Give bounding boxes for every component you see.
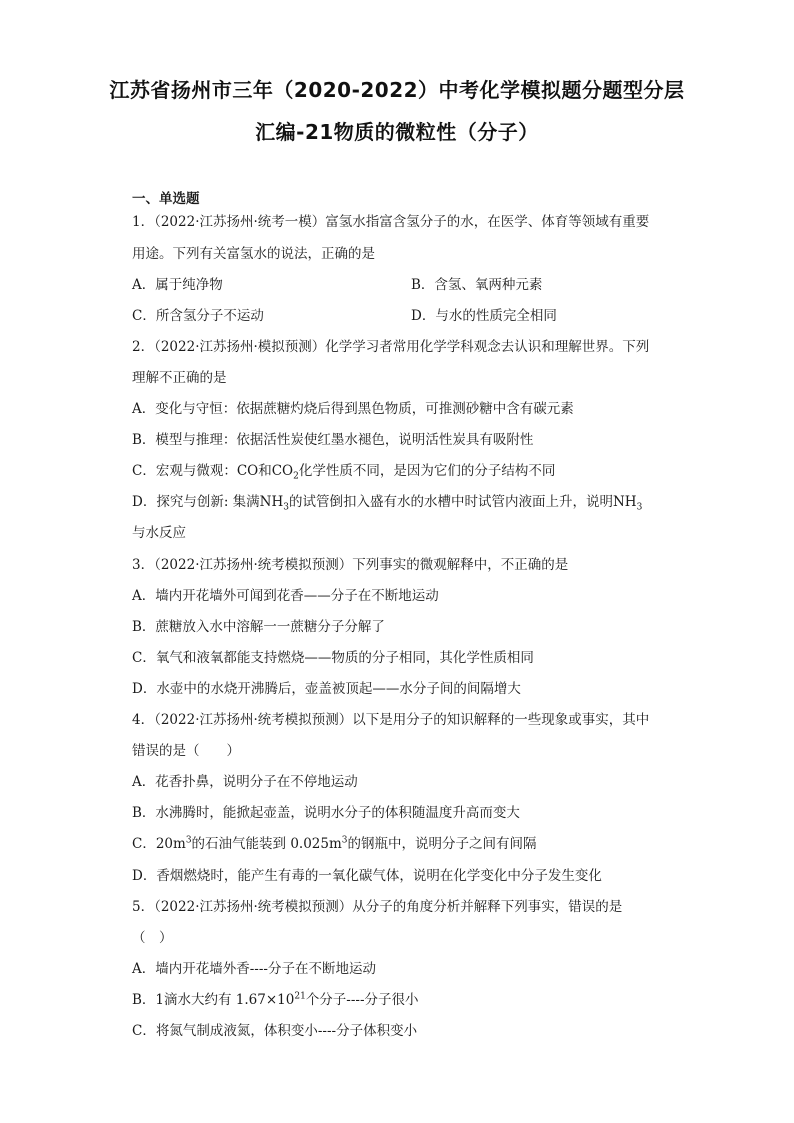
question-4-option-b: B．水沸腾时，能掀起壶盖，说明水分子的体积随温度升高而变大 — [132, 805, 520, 821]
question-5-option-b: B．1滴水大约有 $1.67\times 10^{21}$个分子----分子很小 — [132, 991, 419, 1008]
question-2-option-d: D．探究与创新: 集满$NH_3$的试管倒扣入盛有水的水槽中时试管内液面上升，说明$NH_3$ — [132, 494, 643, 513]
question-3-option-a: A．墙内开花墙外可闻到花香——分子在不断地运动 — [132, 588, 439, 604]
document-title-line-1: 江苏省扬州市三年（2020-2022）中考化学模拟题分题型分层 — [109, 78, 685, 102]
question-3-option-d: D．水壶中的水烧开沸腾后，壶盖被顶起——水分子间的间隔增大 — [132, 681, 521, 697]
document-title-line-2: 汇编-21物质的微粒性（分子） — [255, 120, 539, 144]
question-2-option-d-continued: 与水反应 — [132, 525, 186, 541]
question-1-option-d: D．与水的性质完全相同 — [411, 308, 557, 324]
question-2-stem-line-1: 2．（2022·江苏扬州·模拟预测）化学学习者常用化学学科观念去认识和理解世界。下列 — [132, 339, 650, 355]
question-2-option-b: B．模型与推理：依据活性炭使红墨水褪色，说明活性炭具有吸附性 — [132, 432, 534, 448]
question-3-option-b: B．蔗糖放入水中溶解一一蔗糖分子分解了 — [132, 619, 385, 635]
question-5-option-a: A．墙内开花墙外香----分子在不断地运动 — [132, 961, 376, 977]
question-4-stem-line-1: 4．（2022·江苏扬州·统考模拟预测）以下是用分子的知识解释的一些现象或事实，其中 — [132, 712, 650, 728]
question-2-option-a: A．变化与守恒：依据蔗糖灼烧后得到黑色物质，可推测砂糖中含有碳元素 — [132, 401, 574, 417]
question-4-option-d: D．香烟燃烧时，能产生有毒的一氧化碳气体，说明在化学变化中分子发生变化 — [132, 868, 602, 884]
section-heading: 一、单选题 — [132, 191, 200, 207]
question-1-stem-line-2: 用途。下列有关富氢水的说法，正确的是 — [132, 246, 375, 262]
question-1-option-b: B．含氢、氧两种元素 — [411, 277, 543, 293]
question-1-stem-line-1: 1．（2022·江苏扬州·统考一模）富氢水指富含氢分子的水，在医学、体育等领域有重要 — [132, 214, 650, 230]
question-5-option-c: C．将氮气制成液氮，体积变小----分子体积变小 — [132, 1023, 418, 1039]
question-3-stem: 3．（2022·江苏扬州·统考模拟预测）下列事实的微观解释中，不正确的是 — [132, 557, 569, 573]
question-2-option-c: C．宏观与微观：CO和$CO_2$化学性质不同，是因为它们的分子结构不同 — [132, 463, 556, 482]
question-5-stem-line-1: 5．（2022·江苏扬州·统考模拟预测）从分子的角度分析并解释下列事实，错误的是 — [132, 899, 623, 915]
question-5-stem-line-2: （ ） — [132, 930, 173, 946]
question-1-option-a: A．属于纯净物 — [132, 277, 223, 293]
question-2-stem-line-2: 理解不正确的是 — [132, 370, 227, 386]
question-4-option-c: C．$20m^3$的石油气能装到 $0.025m^3$的钢瓶中，说明分子之间有间隔 — [132, 835, 537, 852]
question-4-option-a: A．花香扑鼻，说明分子在不停地运动 — [132, 774, 358, 790]
question-4-stem-line-2: 错误的是（ ） — [132, 743, 240, 759]
question-1-option-c: C．所含氢分子不运动 — [132, 308, 264, 324]
question-3-option-c: C．氧气和液氧都能支持燃烧——物质的分子相同，其化学性质相同 — [132, 650, 534, 666]
